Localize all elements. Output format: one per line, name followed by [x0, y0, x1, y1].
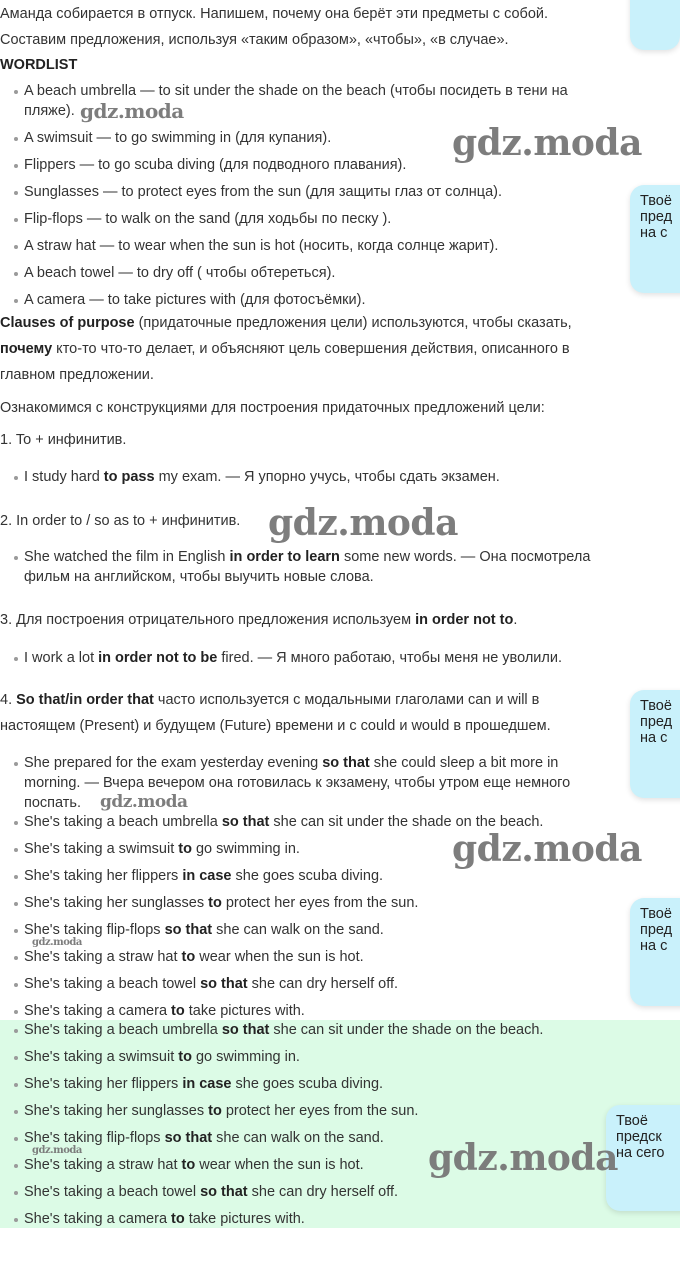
example-keyword: to pass [103, 469, 155, 485]
bubble-text: на с [640, 938, 668, 954]
answer-text: She's taking a swimsuit [24, 1049, 179, 1065]
answer-text: she goes scuba diving. [231, 1076, 384, 1092]
watermark: gdz.moda [32, 937, 82, 948]
answer-text: She's taking a beach umbrella [24, 1022, 222, 1038]
answer-text: She's taking flip-flops [24, 1130, 165, 1146]
rule-4-keyword: So that/in order that [16, 692, 154, 708]
example-text: I work a lot [24, 650, 99, 666]
answer-item [24, 1001, 305, 1021]
example-text: She watched the film in English [24, 549, 230, 565]
wordlist-item: A beach umbrella — to sit under the shade on the beach (чтобы посидеть в тени на [24, 83, 568, 99]
rule-4-number: 4. [0, 692, 17, 708]
rule-1-example [24, 467, 500, 487]
answer-text: She's taking a swimsuit [24, 841, 179, 857]
answer-text: protect her eyes from the sun. [221, 1103, 419, 1119]
bubble-text: на с [640, 730, 668, 746]
highlighted-answer-item [24, 1182, 398, 1202]
wordlist-item: A straw hat — to wear when the sun is hot (носить, когда солнце жарит). [24, 238, 499, 254]
answer-keyword: to [181, 949, 196, 965]
rule-4-text: часто используется с модальными глаголами can и will в [153, 692, 540, 708]
answer-keyword: so that [221, 814, 270, 830]
answer-keyword: in case [182, 1076, 232, 1092]
answer-text: She's taking a beach towel [24, 1184, 201, 1200]
bubble-text: пред [640, 209, 673, 225]
answer-text: She's taking flip-flops [24, 922, 165, 938]
bubble-text: Твоё [640, 906, 672, 922]
highlighted-answer-item [24, 1155, 364, 1175]
rule-4-line-2: настоящем (Present) и будущем (Future) времени и с could и would в прошедшем. [0, 718, 551, 734]
watermark: gdz.moda [32, 1145, 82, 1156]
watermark: gdz.moda [452, 828, 642, 870]
answer-text: protect her eyes from the sun. [221, 895, 419, 911]
answer-text: wear when the sun is hot. [195, 949, 364, 965]
bubble-text: пред [640, 922, 673, 938]
highlighted-answer-item [24, 1209, 305, 1229]
wordlist-item: A camera — to take pictures with (для фотосъёмки). [24, 292, 366, 308]
constructions-intro: Ознакомимся с конструкциями для построения придаточных предложений цели: [0, 400, 545, 416]
rule-1-title: 1. To + инфинитив. [0, 432, 127, 448]
answer-text: take pictures with. [184, 1211, 305, 1227]
clauses-why: почему [0, 341, 53, 357]
bubble-text: Твоё [640, 193, 672, 209]
clauses-text: кто-то что-то делает, и объясняют цель совершения действия, описанного в [52, 341, 570, 357]
answer-text: She's taking a straw hat [24, 1157, 182, 1173]
bubble-text: Твоё [640, 698, 672, 714]
answer-text: She's taking a camera [24, 1003, 172, 1019]
answer-text: she can sit under the shade on the beach. [269, 1022, 544, 1038]
rule-4-example-line-2: morning. — Вчера вечером она готовилась к экзамену, чтобы утром еще немного [24, 775, 571, 791]
clauses-term: Clauses of purpose [0, 315, 135, 331]
watermark: gdz.moda [268, 502, 458, 544]
answer-keyword: so that [164, 1130, 213, 1146]
answer-text: She's taking a straw hat [24, 949, 182, 965]
highlighted-answer-item [24, 1047, 300, 1067]
answer-keyword: to [171, 1003, 185, 1019]
answer-item [24, 866, 383, 886]
prediction-bubble[interactable] [630, 690, 680, 798]
clauses-line-1 [0, 313, 572, 333]
answer-keyword: so that [200, 976, 248, 992]
prediction-bubble[interactable] [630, 185, 680, 293]
answer-text: she can sit under the shade on the beach. [269, 814, 544, 830]
highlighted-answer-item [24, 1020, 543, 1040]
rule-4-title [0, 690, 539, 710]
rule-2-title: 2. In order to / so as to + инфинитив. [0, 513, 241, 529]
answer-text: She's taking a beach umbrella [24, 814, 222, 830]
wordlist-item: A swimsuit — to go swimming in (для купания). [24, 130, 332, 146]
example-text: some new words. — Она посмотрела [339, 549, 591, 565]
bubble-text: Твоё [616, 1113, 648, 1129]
watermark: gdz.moda [80, 99, 184, 123]
answer-text: go swimming in. [191, 841, 300, 857]
answer-text: she can walk on the sand. [212, 922, 384, 938]
bubble-text: предск [616, 1129, 662, 1145]
answer-keyword: to [208, 895, 222, 911]
answer-text: she can walk on the sand. [212, 1130, 384, 1146]
answer-text: She's taking her sunglasses [24, 895, 209, 911]
example-keyword: in order not to be [98, 650, 218, 666]
wordlist-item-continuation: пляже). [24, 103, 75, 119]
answer-text: go swimming in. [191, 1049, 300, 1065]
watermark: gdz.moda [452, 122, 642, 164]
rule-3-title [0, 610, 517, 630]
answer-keyword: so that [221, 1022, 270, 1038]
rule-4-example-line-3: поспать. [24, 795, 81, 811]
rule-2-example-line-2: фильм на английском, чтобы выучить новые слова. [24, 569, 374, 585]
example-text: fired. — Я много работаю, чтобы меня не уволили. [217, 650, 562, 666]
answer-item [24, 947, 364, 967]
bubble-text: пред [640, 714, 673, 730]
answer-text: she can dry herself off. [247, 976, 399, 992]
rule-3-keyword: in order not to [415, 612, 514, 628]
example-text: She prepared for the exam yesterday evening [24, 755, 323, 771]
clauses-line-3: главном предложении. [0, 367, 154, 383]
watermark: gdz.moda [100, 792, 188, 812]
example-text: I study hard [24, 469, 104, 485]
answer-keyword: so that [164, 922, 213, 938]
example-keyword: in order to learn [229, 549, 340, 565]
answer-keyword: so that [200, 1184, 248, 1200]
answer-text: She's taking a camera [24, 1211, 172, 1227]
answer-keyword: to [181, 1157, 196, 1173]
wordlist-item: Flip-flops — to walk on the sand (для ходьбы по песку ). [24, 211, 392, 227]
answer-keyword: to [171, 1211, 185, 1227]
example-text: my exam. — Я упорно учусь, чтобы сдать экзамен. [154, 469, 500, 485]
answer-text: wear when the sun is hot. [195, 1157, 364, 1173]
answer-keyword: to [208, 1103, 222, 1119]
intro-line-2: Составим предложения, используя «таким образом», «чтобы», «в случае». [0, 32, 509, 48]
answer-text: take pictures with. [184, 1003, 305, 1019]
answer-text: She's taking a beach towel [24, 976, 201, 992]
answer-keyword: to [178, 1049, 192, 1065]
answer-text: She's taking her sunglasses [24, 1103, 209, 1119]
bubble-text: на сего [616, 1145, 665, 1161]
answer-text: She's taking her flippers [24, 1076, 183, 1092]
answer-text: she can dry herself off. [247, 1184, 399, 1200]
wordlist-title: WORDLIST [0, 57, 78, 73]
answer-item [24, 893, 418, 913]
prediction-bubble[interactable] [630, 0, 680, 50]
rule-3-example [24, 648, 562, 668]
example-keyword: so that [322, 755, 370, 771]
highlighted-answer-item [24, 1101, 418, 1121]
wordlist-item: Sunglasses — to protect eyes from the sun (для защиты глаз от солнца). [24, 184, 503, 200]
answer-text: she goes scuba diving. [231, 868, 384, 884]
intro-line-1: Аманда собирается в отпуск. Напишем, почему она берёт эти предметы с собой. [0, 6, 549, 22]
wordlist-item: Flippers — to go scuba diving (для подводного плавания). [24, 157, 407, 173]
rule-2-example [24, 547, 590, 567]
answer-item [24, 839, 300, 859]
rule-3-text: 3. Для построения отрицательного предложения используем [0, 612, 416, 628]
clauses-text: (придаточные предложения цели) используются, чтобы сказать, [134, 315, 572, 331]
answer-keyword: in case [182, 868, 232, 884]
prediction-bubble[interactable] [630, 898, 680, 1006]
wordlist-item: A beach towel — to dry off ( чтобы обтереться). [24, 265, 336, 281]
answer-item [24, 974, 398, 994]
example-text: she could sleep a bit more in [369, 755, 559, 771]
rule-4-example [24, 753, 558, 773]
clauses-line-2 [0, 339, 570, 359]
answer-keyword: to [178, 841, 192, 857]
bubble-text: на с [640, 225, 668, 241]
highlighted-answer-item [24, 1074, 383, 1094]
answer-text: She's taking her flippers [24, 868, 183, 884]
rule-3-text: . [513, 612, 518, 628]
watermark: gdz.moda [428, 1137, 618, 1179]
